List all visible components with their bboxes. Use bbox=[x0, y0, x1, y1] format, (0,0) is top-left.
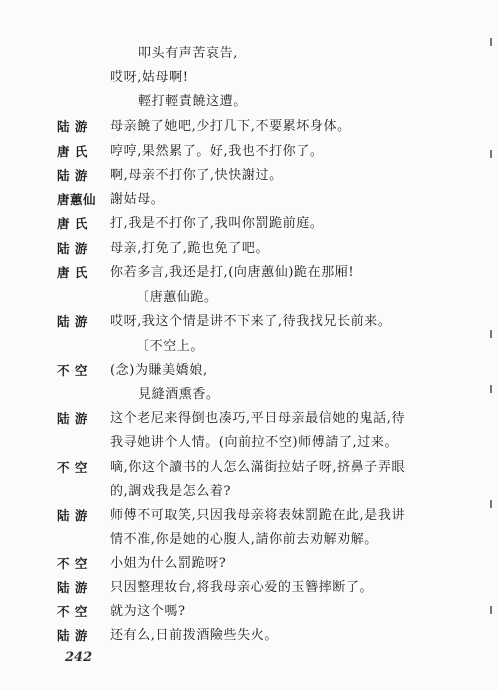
speaker-name: 不 空 bbox=[57, 363, 88, 378]
margin-mark bbox=[490, 385, 492, 393]
line-text: 这个老尼来得倒也凑巧,平日母亲最信她的鬼話,待 bbox=[110, 411, 406, 426]
speaker-name: 不 空 bbox=[57, 556, 88, 571]
margin-mark bbox=[490, 500, 492, 508]
line-text: 小姐为什么罰跪呀? bbox=[110, 556, 227, 571]
script-line bbox=[0, 553, 499, 575]
speaker-name: 陆 游 bbox=[57, 411, 88, 426]
script-line bbox=[0, 165, 499, 187]
line-text: 輕打輕責饒这遭。 bbox=[138, 94, 247, 109]
speaker-name: 陆 游 bbox=[57, 580, 88, 595]
line-text: 还有么,日前拨酒險些失火。 bbox=[110, 628, 278, 643]
speaker-name: 不 空 bbox=[57, 460, 88, 475]
margin-mark bbox=[490, 38, 492, 46]
line-text: 就为这个嗎? bbox=[110, 604, 186, 619]
script-line bbox=[0, 67, 499, 89]
script-line bbox=[0, 360, 499, 382]
script-line bbox=[0, 457, 499, 479]
speaker-name: 唐 氏 bbox=[57, 265, 88, 280]
line-text: 我寻她讲个人情。(向前拉不空)师傅請了,过来。 bbox=[110, 435, 399, 450]
script-line bbox=[0, 601, 499, 623]
script-line bbox=[0, 529, 499, 551]
speaker-name: 陆 游 bbox=[57, 241, 88, 256]
line-text: 謝姑母。 bbox=[110, 192, 165, 207]
script-line bbox=[0, 141, 499, 163]
script-line bbox=[0, 91, 499, 113]
line-text: 見縫酒熏香。 bbox=[138, 387, 220, 402]
line-text: 〔唐蕙仙跪。 bbox=[136, 290, 218, 305]
stage-direction bbox=[0, 287, 499, 309]
script-line bbox=[0, 116, 499, 138]
script-line bbox=[0, 384, 499, 406]
line-text: 只因整理妆台,将我母亲心爱的玉簪摔断了。 bbox=[110, 580, 374, 595]
speaker-name: 陆 游 bbox=[57, 119, 88, 134]
stage-direction bbox=[0, 336, 499, 358]
page-number: 242 bbox=[65, 650, 93, 665]
line-text: 打,我是不打你了,我叫你罰跪前庭。 bbox=[110, 216, 324, 231]
line-text: 情不准,你是她的心腹人,請你前去劝解劝解。 bbox=[110, 532, 378, 547]
margin-mark bbox=[490, 150, 492, 158]
script-line bbox=[0, 238, 499, 260]
line-text: (念)为賺美嬌娘, bbox=[110, 363, 208, 378]
script-line bbox=[0, 577, 499, 599]
script-line bbox=[0, 505, 499, 527]
speaker-name: 唐蕙仙 bbox=[57, 192, 97, 207]
script-line bbox=[0, 189, 499, 211]
speaker-name: 陆 游 bbox=[57, 314, 88, 329]
line-text: 母亲饒了她吧,少打几下,不要累坏身体。 bbox=[110, 119, 351, 134]
speaker-name: 唐 氏 bbox=[57, 144, 88, 159]
speaker-name: 不 空 bbox=[57, 604, 88, 619]
line-text: 的,調戏我是怎么着? bbox=[110, 484, 232, 499]
script-line bbox=[0, 43, 499, 65]
line-text: 啊,母亲不打你了,快快謝过。 bbox=[110, 168, 283, 183]
line-text: 哎呀,姑母啊! bbox=[110, 70, 189, 85]
script-line bbox=[0, 481, 499, 503]
script-line bbox=[0, 432, 499, 454]
script-line bbox=[0, 408, 499, 430]
line-text: 哎呀,我这个情是讲不下来了,待我找兄长前来。 bbox=[110, 314, 392, 329]
margin-mark bbox=[490, 330, 492, 338]
speaker-name: 唐 氏 bbox=[57, 216, 88, 231]
script-line bbox=[0, 262, 499, 284]
line-text: 〔不空上。 bbox=[136, 339, 205, 354]
line-text: 叩头有声苦哀告, bbox=[138, 46, 238, 61]
line-text: 你若多言,我还是打,(向唐蕙仙)跪在那厢! bbox=[110, 265, 355, 280]
line-text: 嘀,你这个讀书的人怎么滿街拉姑子呀,挤鼻子弄眼 bbox=[110, 460, 406, 475]
speaker-name: 陆 游 bbox=[57, 508, 88, 523]
line-text: 母亲,打免了,跪也免了吧。 bbox=[110, 241, 270, 256]
line-text: 哼哼,果然累了。好,我也不打你了。 bbox=[110, 144, 324, 159]
speaker-name: 陆 游 bbox=[57, 628, 88, 643]
script-line bbox=[0, 625, 499, 647]
line-text: 师傅不可取笑,只因我母亲将表妹罰跪在此,是我讲 bbox=[110, 508, 406, 523]
script-line bbox=[0, 311, 499, 333]
script-line bbox=[0, 213, 499, 235]
margin-mark bbox=[490, 606, 492, 614]
speaker-name: 陆 游 bbox=[57, 168, 88, 183]
